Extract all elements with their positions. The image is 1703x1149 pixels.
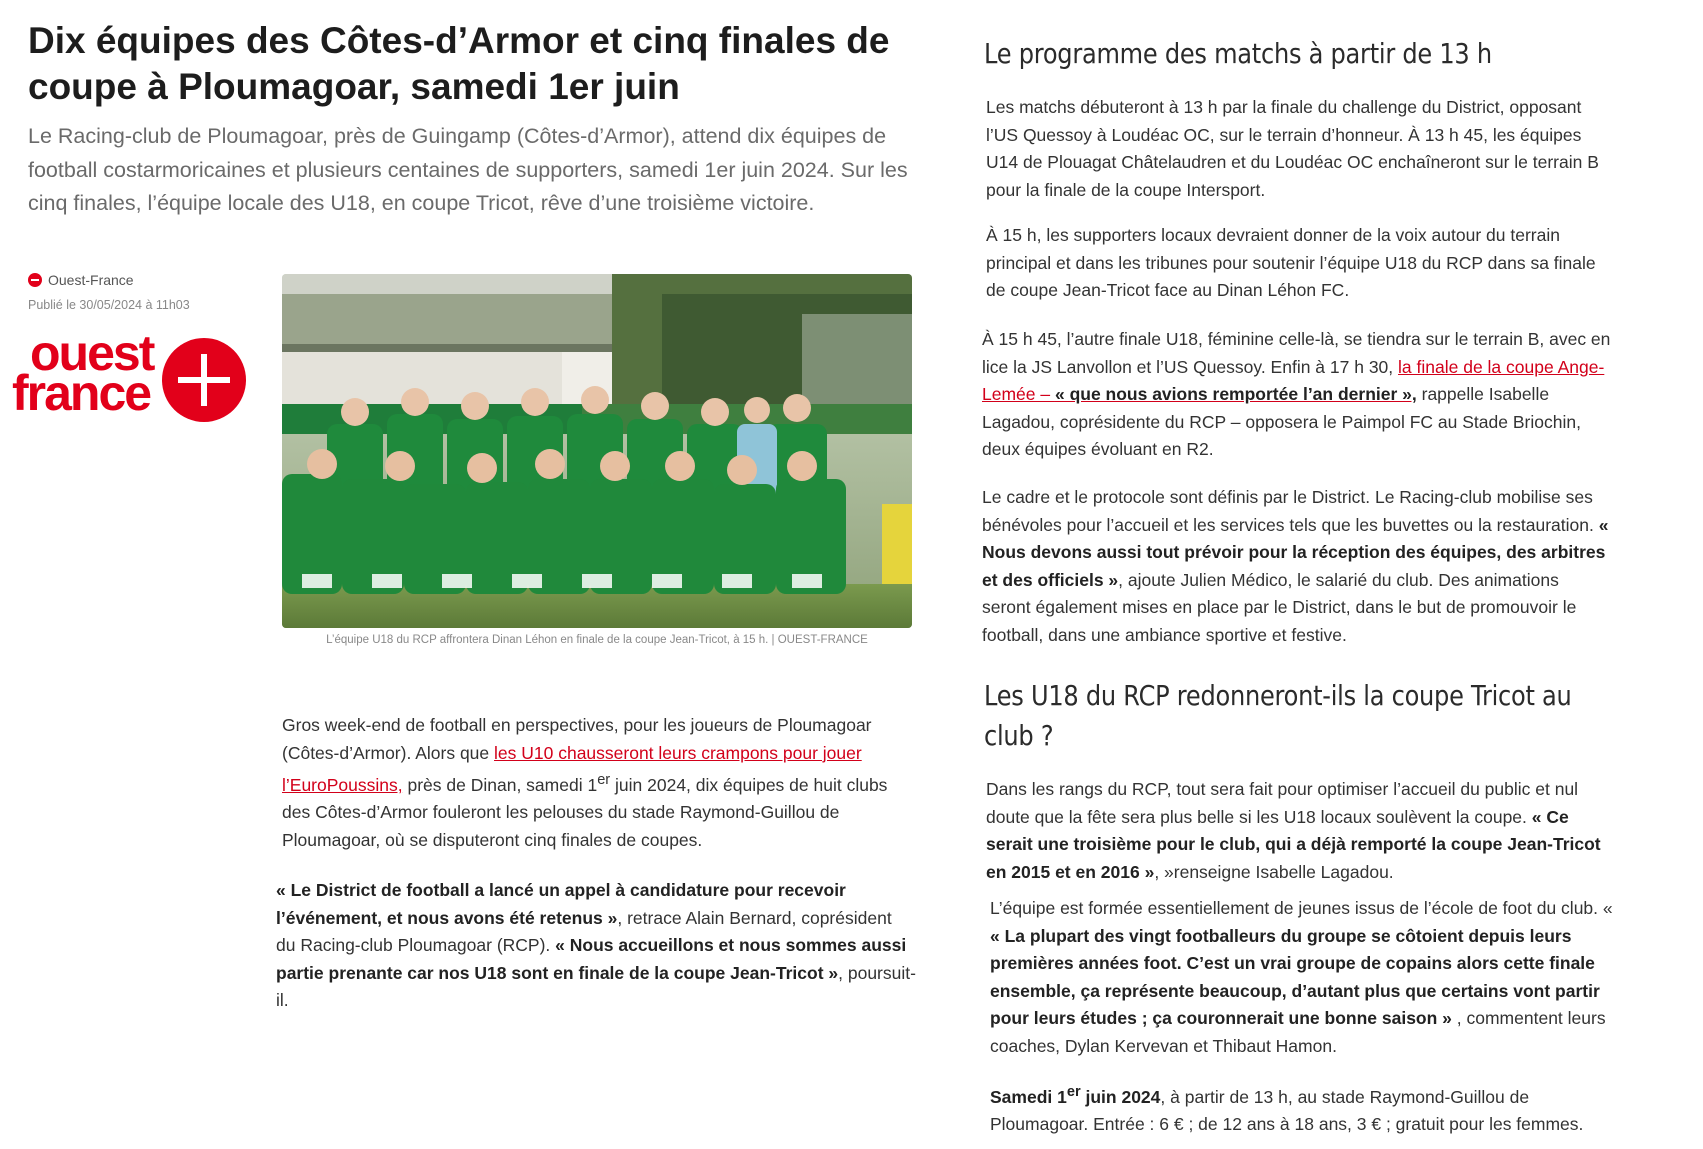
programme-paragraph-1: Les matchs débuteront à 13 h par la finale du challenge du District, opposant l’US Quessoy à Loudéac OC, sur le terrain d’honneur. À 13 h 45, les équipes U14 de Plouagat Châtelaudren et du Loudéac OC enchaîneront sur le terrain B pour la finale de la coupe Intersport. (986, 97, 1599, 200)
event-info-paragraph: Samedi 1er juin 2024, à partir de 13 h, au stade Raymond-Guillou de Ploumagoar. Entrée : 6 € ; de 12 ans à 18 ans, 3 € ; gratuit pour les femmes. (990, 1084, 1584, 1135)
ouest-france-icon (28, 273, 42, 287)
coupe-ange-lemee-link[interactable]: la finale de la coupe Ange-Lemée – « que nous avions remportée l’an dernier », (982, 356, 1605, 404)
article-lede: Le Racing-club de Ploumagoar, près de Guingamp (Côtes-d’Armor), attend dix équipes de football costarmoricaines et plusieurs centaines de supporters, samedi 1er juin 2024. Sur les cinq finales, l’équipe locale des U18, en coupe Tricot, rêve d’une troisième victoire. (28, 124, 908, 215)
source-line[interactable] (28, 272, 134, 288)
ouest-france-logo-mark (162, 338, 246, 422)
photo-caption: L’équipe U18 du RCP affrontera Dinan Léhon en finale de la coupe Jean-Tricot, à 15 h. | OUEST-FRANCE (326, 634, 868, 646)
programme-paragraph-2: À 15 h, les supporters locaux devraient donner de la voix autour du terrain principal et dans les tribunes pour soutenir l’équipe U18 du RCP dans sa finale de coupe Jean-Tricot face au Dinan Léhon FC. (986, 225, 1596, 300)
district-paragraph: « Le District de football a lancé un appel à candidature pour recevoir l’événement, et nous avons été retenus », retrace Alain Bernard, coprésident du Racing-club Ploumagoar (RCP). « Nous accueillons et nous sommes aussi partie prenante car nos U18 sont en finale de la coupe Jean-Tricot », poursuit-il. (276, 880, 916, 1010)
logo-wordmark (12, 334, 162, 414)
rangs-paragraph: Dans les rangs du RCP, tout sera fait pour optimiser l’accueil du public et nul doute que la fête sera plus belle si les U18 locaux soulèvent la coupe. « Ce serait une troisième pour le club, qui a déjà remporté la coupe Jean-Tricot en 2015 et en 2016 », »renseigne Isabelle Lagadou. (986, 779, 1601, 882)
intro-paragraph: Gros week-end de football en perspectives, pour les joueurs de Ploumagoar (Côtes-d’Armor). Alors que les U10 chausseront leurs crampons pour jouer l’EuroPoussins, près de Dinan, samedi 1er juin 2024, dix équipes de huit clubs des Côtes-d’Armor fouleront les pelouses du stade Raymond-Guillou de Ploumagoar, où se disputeront cinq finales de coupes. (282, 715, 888, 850)
source-name[interactable]: Ouest-France (48, 272, 134, 288)
programme-heading: Le programme des matchs à partir de 13 h (984, 37, 1492, 70)
article-headline: Dix équipes des Côtes-d’Armor et cinq finales de coupe à Ploumagoar, samedi 1er juin (28, 20, 890, 107)
svg-text:ouest: ouest (30, 334, 154, 381)
publish-date: Publié le 30/05/2024 à 11h03 (28, 298, 190, 312)
ouest-france-logo (12, 334, 162, 418)
svg-text:france: france (12, 365, 151, 414)
euro-poussins-link[interactable]: les U10 chausseront leurs crampons pour jouer l’EuroPoussins, (282, 742, 862, 795)
u18-heading: Les U18 du RCP redonneront-ils la coupe Tricot au club ? (984, 679, 1572, 752)
programme-paragraph-3: À 15 h 45, l’autre finale U18, féminine celle-là, se tiendra sur le terrain B, avec en lice la JS Lanvollon et l’US Quessoy. Enfin à 17 h 30, la finale de la coupe Ange-Lemée – « que nous avions remportée l’an dernier », rappelle Isabelle Lagadou, coprésidente du RCP – opposera le Paimpol FC au Stade Briochin, deux équipes évoluant en R2. (982, 329, 1611, 459)
team-photo (282, 274, 912, 628)
equipe-paragraph: L’équipe est formée essentiellement de jeunes issus de l’école de foot du club. « « La plupart des vingt footballeurs du groupe se côtoient depuis leurs premières années foot. C’est un vrai groupe de copains alors cette finale ensemble, ça représente beaucoup, d’autant plus que certains vont partir pour leurs études ; ça couronnerait une bonne saison » , commentent leurs coaches, Dylan Kervevan et Thibaut Hamon. (990, 898, 1613, 1056)
team-photo-image (282, 274, 912, 628)
cadre-paragraph: Le cadre et le protocole sont définis par le District. Le Racing-club mobilise ses bénévoles pour l’accueil et les services tels que les buvettes ou la restauration. « Nous devons aussi tout prévoir pour la réception des équipes, des arbitres et des officiels », ajoute Julien Médico, le salarié du club. Des animations seront également mises en place par le District, dans le but de promouvoir le football, dans une ambiance sportive et festive. (982, 487, 1609, 645)
